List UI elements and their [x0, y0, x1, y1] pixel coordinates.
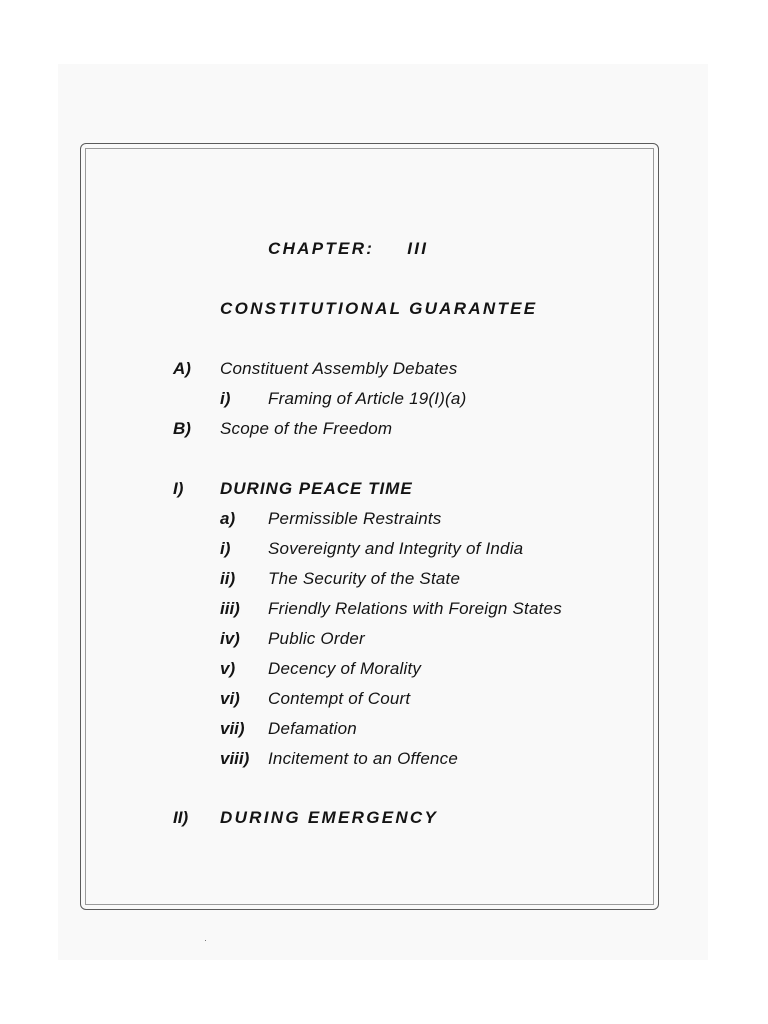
chapter-label: CHAPTER: — [268, 239, 375, 258]
part-i-marker: I) — [173, 479, 184, 498]
chapter-heading — [268, 239, 428, 259]
item-iv-marker: iv) — [220, 629, 240, 648]
chapter-title: CONSTITUTIONAL GUARANTEE — [220, 299, 538, 318]
item-ii-marker: ii) — [220, 569, 236, 588]
item-iv-title: Public Order — [268, 629, 365, 648]
part-i-title: DURING PEACE TIME — [220, 479, 413, 498]
section-b-marker: B) — [173, 419, 191, 438]
subsection-a-marker: a) — [220, 509, 236, 528]
item-ii-title: The Security of the State — [268, 569, 461, 588]
item-iii-marker: iii) — [220, 599, 240, 618]
section-a-i-title: Framing of Article 19(I)(a) — [268, 389, 467, 408]
item-vii-marker: vii) — [220, 719, 245, 738]
item-v-marker: v) — [220, 659, 236, 678]
part-ii-title: DURING EMERGENCY — [220, 808, 439, 827]
scan-speck — [205, 940, 206, 941]
item-vii-title: Defamation — [268, 719, 357, 738]
item-vi-marker: vi) — [220, 689, 240, 708]
item-viii-marker: viii) — [220, 749, 250, 768]
section-a-marker: A) — [173, 359, 191, 378]
section-a-i-marker: i) — [220, 389, 231, 408]
subsection-a-title: Permissible Restraints — [268, 509, 442, 528]
item-viii-title: Incitement to an Offence — [268, 749, 459, 768]
section-b-title: Scope of the Freedom — [220, 419, 393, 438]
item-i-title: Sovereignty and Integrity of India — [268, 539, 524, 558]
part-ii-marker: II) — [173, 808, 189, 827]
item-vi-title: Contempt of Court — [268, 689, 411, 708]
item-v-title: Decency of Morality — [268, 659, 422, 678]
section-a-title: Constituent Assembly Debates — [220, 359, 458, 378]
chapter-number: III — [407, 239, 429, 258]
item-iii-title: Friendly Relations with Foreign States — [268, 599, 562, 618]
item-i-marker: i) — [220, 539, 231, 558]
